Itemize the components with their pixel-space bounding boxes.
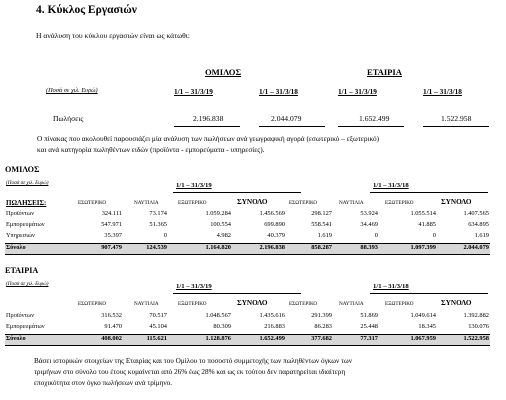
cell: 1.392.882 xyxy=(463,312,489,319)
cell: 124.539 xyxy=(146,244,167,251)
cell: 86.283 xyxy=(314,323,332,330)
cell: 51.869 xyxy=(360,312,378,319)
summary-group-2019: 2.196.838 xyxy=(193,114,224,123)
paragraph-seasonality-line3: εποχικότητα στον όγκο πωλήσεων ανά τρίμηνο. xyxy=(34,379,172,387)
group-col-header: ΕΞΩΤΕΡΙΚΟ xyxy=(178,200,207,206)
company-col-header: ΣΥΝΟΛΟ xyxy=(237,299,268,307)
cell: 1.456.569 xyxy=(259,210,285,217)
cell: 91.470 xyxy=(104,323,122,330)
cell: 0 xyxy=(163,232,167,239)
cell: 1.522.958 xyxy=(463,335,489,342)
cell: 1.407.565 xyxy=(463,210,489,217)
cell: 2.044.079 xyxy=(463,244,489,251)
group-col-header: ΝΑΥΤΙΛΙΑ xyxy=(339,200,364,206)
row-label: Εμπορευμάτων xyxy=(6,323,45,330)
row-label: Προϊόντων xyxy=(6,312,35,319)
cell: 1.164.820 xyxy=(205,244,231,251)
company-table-unit-note: (Ποσά σε χιλ. Ευρώ) xyxy=(6,281,49,287)
cell: 408.002 xyxy=(101,335,122,342)
summary-rule xyxy=(423,126,489,127)
cell: 1.048.567 xyxy=(205,312,231,319)
summary-company-2018: 1.522.958 xyxy=(441,114,472,123)
row-label: Εμπορευμάτων xyxy=(6,221,45,228)
cell: 1.619 xyxy=(474,232,489,239)
company-col-header: ΝΑΥΤΙΛΙΑ xyxy=(339,301,364,307)
summary-rule xyxy=(338,126,404,127)
cell: 1.435.616 xyxy=(259,312,285,319)
row-label: Σύνολο xyxy=(6,335,26,342)
summary-group-2018: 2.044.079 xyxy=(271,114,302,123)
paragraph-geographic-line1: Ο πίνακας που ακολουθεί παρουσιάζει μία ανάλυση των πωλήσεων ανά γεωγραφική αγορά (εσωτερικό – εξωτερικό) xyxy=(37,134,380,143)
group-col-header: ΣΥΝΟΛΟ xyxy=(237,198,268,206)
cell: 298.127 xyxy=(311,210,332,217)
cell: 77.317 xyxy=(360,335,378,342)
cell: 1.059.284 xyxy=(205,210,231,217)
cell: 88.393 xyxy=(360,244,378,251)
row-label: Σύνολο xyxy=(6,244,26,251)
company-col-header: ΕΣΩΤΕΡΙΚΟ xyxy=(78,301,107,307)
cell: 73.174 xyxy=(149,210,167,217)
summary-row-label: Πωλήσεις xyxy=(53,114,84,123)
cell: 100.554 xyxy=(210,221,231,228)
group-period-2019: 1/1 – 31/3/19 xyxy=(176,182,212,189)
company-col-header: ΕΞΩΤΕΡΙΚΟ xyxy=(385,301,414,307)
group-row-header: ΠΩΛΗΣΕΙΣ: xyxy=(6,199,47,207)
group-col-header: ΣΥΝΟΛΟ xyxy=(441,198,472,206)
company-col-header: ΕΞΩΤΕΡΙΚΟ xyxy=(178,301,207,307)
cell: 70.517 xyxy=(149,312,167,319)
intro-text: Η ανάλυση του κύκλου εργασιών είναι ως κάτωθι: xyxy=(36,31,190,40)
paragraph-seasonality-line1: Βάσει ιστορικών στοιχείων της Εταιρίας και του Ομίλου το ποσοστό συμμετοχής των πωληθέντων όγκων των xyxy=(34,357,352,365)
row-label: Προϊόντων xyxy=(6,210,35,217)
company-col-header: ΝΑΥΤΙΛΙΑ xyxy=(134,301,159,307)
cell: 41.885 xyxy=(418,221,436,228)
cell: 0 xyxy=(432,232,436,239)
summary-rule xyxy=(259,126,325,127)
cell: 51.365 xyxy=(149,221,167,228)
cell: 558.541 xyxy=(311,221,332,228)
cell: 80.309 xyxy=(213,323,231,330)
group-col-header: ΕΣΩΤΕΡΙΚΟ xyxy=(289,200,318,206)
summary-rule xyxy=(174,126,240,127)
summary-group-heading: ΟΜΙΛΟΣ xyxy=(205,67,242,77)
group-col-header: ΕΣΩΤΕΡΙΚΟ xyxy=(78,200,107,206)
cell: 4.982 xyxy=(216,232,231,239)
cell: 0 xyxy=(374,232,378,239)
cell: 1.055.514 xyxy=(410,210,436,217)
cell: 1.652.499 xyxy=(259,335,285,342)
group-period-rule xyxy=(370,192,488,193)
summary-period-2018-company: 1/1 – 31/3/18 xyxy=(423,87,462,96)
group-col-header: ΕΞΩΤΕΡΙΚΟ xyxy=(385,200,414,206)
cell: 907.479 xyxy=(101,244,122,251)
cell: 53.924 xyxy=(360,210,378,217)
row-label: Υπηρεσιών xyxy=(6,232,35,239)
cell: 2.196.838 xyxy=(259,244,285,251)
cell: 316.532 xyxy=(101,312,122,319)
cell: 1.049.614 xyxy=(410,312,436,319)
cell: 291.399 xyxy=(311,312,332,319)
summary-period-2018-group: 1/1 – 31/3/18 xyxy=(259,87,298,96)
section-title: 4. Κύκλος Εργασιών xyxy=(36,4,137,16)
cell: 18.345 xyxy=(418,323,436,330)
cell: 858.287 xyxy=(311,244,332,251)
paragraph-geographic-line2: και ανά κατηγορία πωληθέντων ειδών (προϊόντα - εμπορεύματα - υπηρεσίες). xyxy=(37,145,265,154)
cell: 699.890 xyxy=(264,221,285,228)
cell: 1.097.399 xyxy=(410,244,436,251)
group-col-header: ΝΑΥΤΙΛΙΑ xyxy=(134,200,159,206)
cell: 547.971 xyxy=(101,221,122,228)
company-period-2019: 1/1 – 31/3/19 xyxy=(176,283,212,290)
group-period-rule xyxy=(173,192,301,193)
company-period-2018: 1/1 – 31/3/18 xyxy=(373,283,409,290)
company-table-title: ΕΤΑΙΡΙΑ xyxy=(5,266,39,275)
summary-period-2019-company: 1/1 – 31/3/19 xyxy=(338,87,377,96)
cell: 115.621 xyxy=(146,335,167,342)
cell: 25.448 xyxy=(360,323,378,330)
company-period-rule xyxy=(370,293,488,294)
cell: 634.895 xyxy=(468,221,489,228)
company-col-header: ΣΥΝΟΛΟ xyxy=(441,299,472,307)
cell: 45.104 xyxy=(149,323,167,330)
cell: 34.469 xyxy=(360,221,378,228)
summary-company-2019: 1.652.499 xyxy=(359,114,390,123)
cell: 1.067.959 xyxy=(410,335,436,342)
cell: 1.619 xyxy=(317,232,332,239)
company-period-rule xyxy=(173,293,301,294)
group-table-title: ΟΜΙΛΟΣ xyxy=(5,165,40,174)
cell: 1.128.876 xyxy=(205,335,231,342)
group-table-unit-note: (Ποσά σε χιλ. Ευρώ) xyxy=(6,180,49,186)
cell: 324.111 xyxy=(101,210,122,217)
cell: 130.076 xyxy=(468,323,489,330)
summary-period-2019-group: 1/1 – 31/3/19 xyxy=(174,87,213,96)
cell: 40.379 xyxy=(267,232,285,239)
summary-company-heading: ΕΤΑΙΡΙΑ xyxy=(367,67,402,77)
company-col-header: ΕΣΩΤΕΡΙΚΟ xyxy=(289,301,318,307)
group-period-2018: 1/1 – 31/3/18 xyxy=(373,182,409,189)
cell: 216.883 xyxy=(264,323,285,330)
summary-unit-note: (Ποσά σε χιλ. Ευρώ) xyxy=(46,87,98,94)
cell: 35.397 xyxy=(104,232,122,239)
cell: 377.682 xyxy=(311,335,332,342)
paragraph-seasonality-line2: τριμήνων στο σύνολο του έτους κυμαίνεται από 26% έως 28% και ως εκ τούτου δεν παρατηρείται ιδιαίτερη xyxy=(34,368,346,376)
